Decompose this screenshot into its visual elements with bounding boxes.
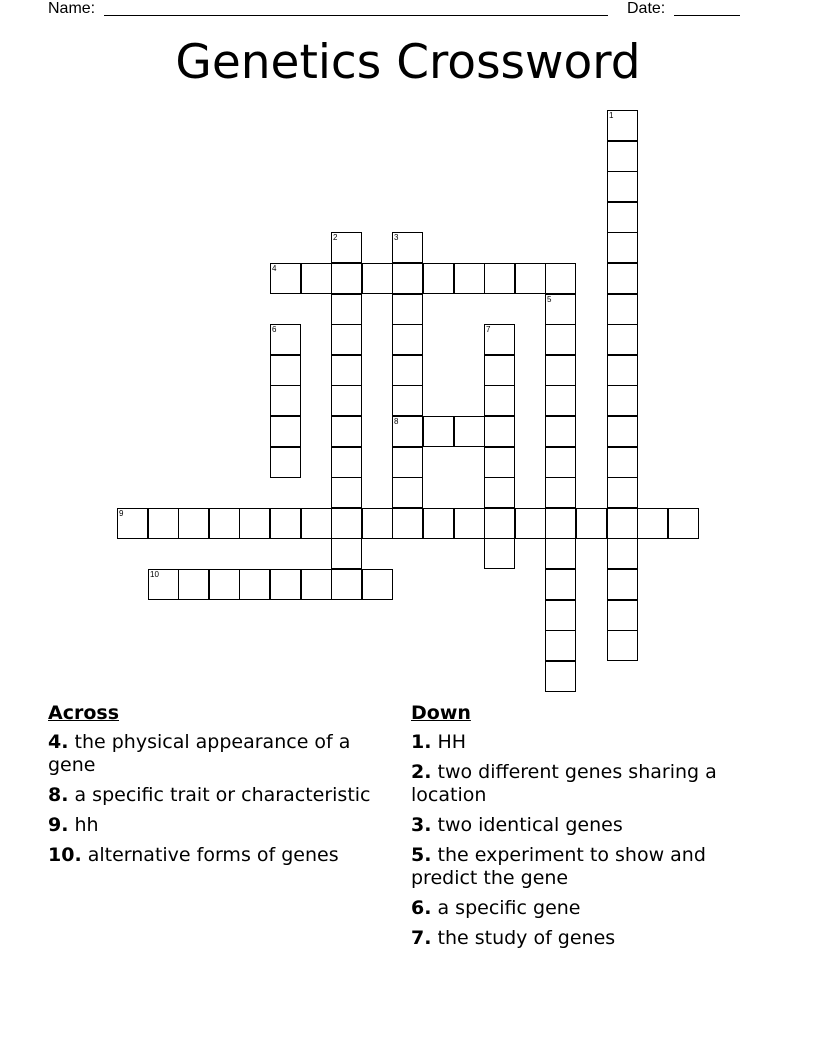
clue-text: HH xyxy=(437,731,467,753)
clue-text: alternative forms of genes xyxy=(87,844,339,866)
crossword-cell[interactable] xyxy=(545,569,576,600)
crossword-cell[interactable] xyxy=(423,508,454,539)
clue-text: two different genes sharing a location xyxy=(411,761,717,806)
crossword-cell[interactable] xyxy=(331,508,362,539)
crossword-cell[interactable] xyxy=(607,569,638,600)
crossword-cell[interactable] xyxy=(607,600,638,631)
crossword-cell[interactable] xyxy=(423,416,454,447)
clue-text: the study of genes xyxy=(437,927,616,949)
crossword-cell[interactable] xyxy=(270,355,301,386)
across-heading: Across xyxy=(48,702,120,724)
clue-text: a specific trait or characteristic xyxy=(74,784,371,806)
clue-text: the experiment to show and predict the gene xyxy=(411,844,706,889)
crossword-cell[interactable] xyxy=(484,263,515,294)
page-title: Genetics Crossword xyxy=(175,35,641,90)
crossword-cell[interactable] xyxy=(545,630,576,661)
crossword-cell[interactable] xyxy=(545,324,576,355)
crossword-cell[interactable] xyxy=(239,569,270,600)
crossword-cell[interactable] xyxy=(301,569,332,600)
crossword-cell[interactable] xyxy=(545,263,576,294)
crossword-cell[interactable] xyxy=(545,416,576,447)
clue-across-9 xyxy=(48,814,388,837)
crossword-cell[interactable] xyxy=(484,416,515,447)
clue-number-label: 5 xyxy=(547,295,552,304)
crossword-cell[interactable] xyxy=(545,661,576,692)
crossword-cell[interactable] xyxy=(607,416,638,447)
clue-number: 1. xyxy=(411,731,432,753)
crossword-cell[interactable] xyxy=(607,324,638,355)
crossword-cell[interactable] xyxy=(484,508,515,539)
crossword-cell[interactable] xyxy=(454,508,485,539)
crossword-cell[interactable] xyxy=(484,447,515,478)
clue-number-label: 3 xyxy=(394,233,399,242)
clue-number: 2. xyxy=(411,761,432,783)
crossword-cell[interactable] xyxy=(607,385,638,416)
crossword-cell[interactable] xyxy=(545,385,576,416)
clue-number: 7. xyxy=(411,927,432,949)
crossword-cell[interactable] xyxy=(392,324,423,355)
clue-number: 9. xyxy=(48,814,69,836)
crossword-cell[interactable] xyxy=(239,508,270,539)
crossword-cell[interactable] xyxy=(270,324,301,355)
crossword-cell[interactable] xyxy=(392,263,423,294)
crossword-cell[interactable] xyxy=(484,324,515,355)
crossword-cell[interactable] xyxy=(607,477,638,508)
down-clues xyxy=(411,702,756,957)
crossword-cell[interactable] xyxy=(607,110,638,141)
crossword-cell[interactable] xyxy=(392,447,423,478)
crossword-cell[interactable] xyxy=(454,263,485,294)
crossword-cell[interactable] xyxy=(331,447,362,478)
clue-number: 3. xyxy=(411,814,432,836)
crossword-cell[interactable] xyxy=(392,385,423,416)
crossword-cell[interactable] xyxy=(515,508,546,539)
crossword-cell[interactable] xyxy=(545,447,576,478)
crossword-cell[interactable] xyxy=(270,508,301,539)
crossword-cell[interactable] xyxy=(545,355,576,386)
crossword-cell[interactable] xyxy=(576,508,607,539)
crossword-cell[interactable] xyxy=(607,141,638,172)
clue-number-label: 1 xyxy=(609,111,614,120)
crossword-cell[interactable] xyxy=(392,508,423,539)
clue-across-4 xyxy=(48,731,388,777)
crossword-cell[interactable] xyxy=(607,171,638,202)
clue-number-label: 7 xyxy=(486,325,491,334)
crossword-cell[interactable] xyxy=(270,447,301,478)
crossword-cell[interactable] xyxy=(392,232,423,263)
clue-text: the physical appearance of a gene xyxy=(48,731,351,776)
crossword-cell[interactable] xyxy=(331,355,362,386)
clue-number: 8. xyxy=(48,784,69,806)
crossword-cell[interactable] xyxy=(301,508,332,539)
name-label: Name: xyxy=(48,0,96,17)
clue-text: hh xyxy=(74,814,99,836)
crossword-cell[interactable] xyxy=(331,263,362,294)
crossword-cell[interactable] xyxy=(545,294,576,325)
date-label: Date: xyxy=(627,0,666,17)
crossword-cell[interactable] xyxy=(607,232,638,263)
clue-number-label: 9 xyxy=(119,509,124,518)
crossword-cell[interactable] xyxy=(484,355,515,386)
crossword-cell[interactable] xyxy=(209,569,240,600)
crossword-cell[interactable] xyxy=(270,385,301,416)
clue-down-7 xyxy=(411,927,756,950)
clue-across-8 xyxy=(48,784,388,807)
clue-number-label: 4 xyxy=(272,264,277,273)
clue-down-5 xyxy=(411,844,756,890)
clue-text: two identical genes xyxy=(437,814,623,836)
clue-down-2 xyxy=(411,761,756,807)
clue-number: 5. xyxy=(411,844,432,866)
crossword-cell[interactable] xyxy=(607,294,638,325)
crossword-cell[interactable] xyxy=(301,263,332,294)
crossword-cell[interactable] xyxy=(607,202,638,233)
crossword-cell[interactable] xyxy=(423,263,454,294)
crossword-cell[interactable] xyxy=(331,477,362,508)
clue-number: 4. xyxy=(48,731,69,753)
crossword-cell[interactable] xyxy=(362,508,393,539)
crossword-cell[interactable] xyxy=(607,447,638,478)
clue-number-label: 8 xyxy=(394,417,399,426)
clue-number-label: 2 xyxy=(333,233,338,242)
crossword-cell[interactable] xyxy=(484,385,515,416)
clue-number-label: 10 xyxy=(150,570,159,579)
crossword-cell[interactable] xyxy=(270,263,301,294)
crossword-cell[interactable] xyxy=(270,569,301,600)
crossword-cell[interactable] xyxy=(392,477,423,508)
crossword-cell[interactable] xyxy=(392,355,423,386)
crossword-cell[interactable] xyxy=(362,263,393,294)
clue-down-3 xyxy=(411,814,756,837)
crossword-cell[interactable] xyxy=(117,508,148,539)
crossword-cell[interactable] xyxy=(362,569,393,600)
crossword-cell[interactable] xyxy=(178,508,209,539)
crossword-cell[interactable] xyxy=(331,324,362,355)
crossword-cell[interactable] xyxy=(607,538,638,569)
clue-down-6 xyxy=(411,897,756,920)
clue-text: a specific gene xyxy=(437,897,581,919)
crossword-cell[interactable] xyxy=(148,569,179,600)
crossword-cell[interactable] xyxy=(607,355,638,386)
crossword-cell[interactable] xyxy=(515,263,546,294)
crossword-cell[interactable] xyxy=(607,263,638,294)
clue-down-1 xyxy=(411,731,756,754)
clue-across-10 xyxy=(48,844,388,867)
crossword-cell[interactable] xyxy=(392,416,423,447)
crossword-cell[interactable] xyxy=(331,385,362,416)
clue-number: 6. xyxy=(411,897,432,919)
crossword-cell[interactable] xyxy=(637,508,668,539)
crossword-cell[interactable] xyxy=(331,294,362,325)
crossword-cell[interactable] xyxy=(545,477,576,508)
crossword-cell[interactable] xyxy=(209,508,240,539)
crossword-cell[interactable] xyxy=(331,569,362,600)
crossword-cell[interactable] xyxy=(148,508,179,539)
crossword-cell[interactable] xyxy=(484,477,515,508)
crossword-cell[interactable] xyxy=(392,294,423,325)
crossword-cell[interactable] xyxy=(607,630,638,661)
crossword-cell[interactable] xyxy=(545,508,576,539)
down-heading: Down xyxy=(411,702,471,724)
clue-number-label: 6 xyxy=(272,325,277,334)
crossword-cell[interactable] xyxy=(545,600,576,631)
crossword-cell[interactable] xyxy=(270,416,301,447)
crossword-cell[interactable] xyxy=(331,416,362,447)
crossword-cell[interactable] xyxy=(331,538,362,569)
crossword-cell[interactable] xyxy=(484,538,515,569)
crossword-cell[interactable] xyxy=(545,538,576,569)
crossword-cell[interactable] xyxy=(331,232,362,263)
across-clues xyxy=(48,702,388,874)
crossword-cell[interactable] xyxy=(178,569,209,600)
clue-number: 10. xyxy=(48,844,82,866)
crossword-cell[interactable] xyxy=(668,508,699,539)
crossword-cell[interactable] xyxy=(607,508,638,539)
crossword-cell[interactable] xyxy=(454,416,485,447)
